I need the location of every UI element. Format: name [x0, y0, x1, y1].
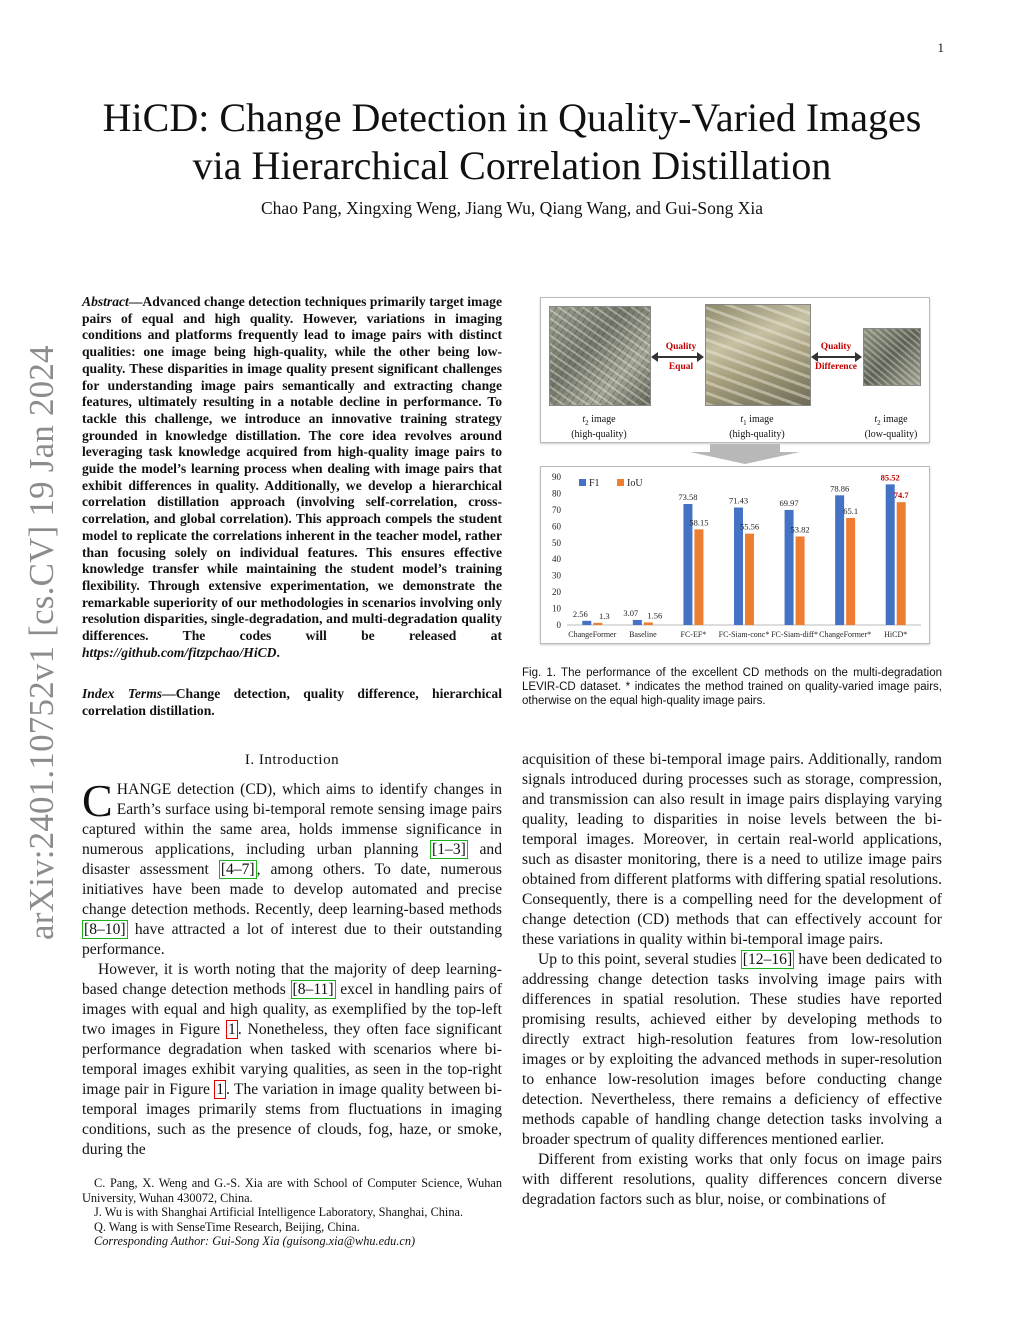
- drop-cap: C: [82, 775, 113, 826]
- bar-iou: [593, 623, 602, 625]
- abstract-body: —Advanced change detection techniques primarily target image pairs of equal and high quality. However, variations in imaging conditions and platforms frequently lead to image pairs with distinct qualities: one image being high-quality, while the other being low-quality. These disparities in image quality present significant challenges for understanding image pairs semantically and extracting change features, ultimately resulting in a notable decline in performance. To tackle this challenge, we introduce an innovative training strategy grounded in knowledge distillation. The core idea revolves around leveraging task knowledge acquired from high-quality image pairs to guide the model’s learning process when dealing with image pairs that exhibit differences in quality. Additionally, we develop a hierarchical correlation distillation approach (involving self-correlation, cross-correlation, and global correlation). This approach compels the student model to replicate the correlations inherent in the teacher model, rather than focusing solely on individual features. This ensures effective knowledge transfer while maintaining the student model’s training flexibility. Through extensive experimentation, we demonstrate the remarkable superiority of our methodologies in scenarios involving only resolution disparities, single-degradation, and multi-degradation quality differences. The codes will be released at: [82, 294, 502, 644]
- y-tick-label: 30: [552, 570, 561, 581]
- cap-subscript: 2: [585, 419, 589, 427]
- intro-text: have attracted a lot of interest due to their outstanding performance.: [82, 921, 502, 958]
- arrow-head-icon: [697, 352, 704, 362]
- cap-text: image: [746, 414, 774, 425]
- code-link[interactable]: https://github.com/fitzpchao/HiCD: [82, 644, 277, 660]
- y-tick-label: 80: [552, 488, 561, 499]
- x-tick-label: ChangeFormer*: [819, 630, 872, 639]
- double-arrow-right: [817, 356, 855, 358]
- figure-reference[interactable]: 1: [216, 1081, 225, 1098]
- satellite-image-t1-high: [705, 304, 811, 406]
- bar-f1: [886, 484, 895, 625]
- footnote-3: Q. Wang is with SenseTime Research, Beijing, China.: [94, 1219, 360, 1234]
- bar-iou: [846, 518, 855, 625]
- data-label-f1: 78.86: [830, 483, 850, 494]
- intro-text: However, it is worth noting that the majority of deep learning-based change detection methods: [82, 961, 502, 998]
- bar-iou: [694, 529, 703, 625]
- footnote-2: J. Wu is with Shanghai Artificial Intelligence Laboratory, Shanghai, China.: [94, 1205, 464, 1220]
- bar-chart: [541, 467, 929, 643]
- paper-title: [60, 94, 964, 190]
- image-caption-t1-high: [707, 414, 807, 441]
- intro-text: excel in handling pairs of images with equal and high quality, as exemplified by the top-left two images in Figure: [82, 981, 503, 1038]
- intro-paragraph-1: [82, 775, 503, 960]
- intro-left-column: [82, 775, 503, 1160]
- footnote-1: C. Pang, X. Weng and G.-S. Xia are with School of Computer Science, Wuhan University, Wuhan 430072, China.: [82, 1176, 502, 1205]
- author-list: Chao Pang, Xingxing Weng, Jiang Wu, Qiang Wang, and Gui-Song Xia: [261, 198, 763, 218]
- data-label-iou: 1.3: [598, 610, 610, 621]
- abstract-end: .: [276, 644, 280, 660]
- data-label-iou: 65.1: [843, 505, 859, 516]
- data-label-f1: 69.97: [779, 497, 799, 508]
- x-tick-label: HiCD*: [884, 630, 908, 639]
- data-label-iou: 55.56: [739, 521, 760, 532]
- intro-text: , among others. To date, numerous initiatives have been made to develop automated and precise change detection methods. Recently, deep learning-based methods: [82, 861, 502, 918]
- satellite-image-t2-low: [863, 328, 921, 386]
- x-tick-label: FC-Siam-conc*: [718, 630, 770, 639]
- data-label-f1: 71.43: [728, 495, 749, 506]
- abstract: [82, 294, 502, 661]
- legend-swatch-f1: [579, 479, 586, 486]
- index-terms-lead: Index Terms: [82, 686, 163, 701]
- intro-text: Up to this point, several studies: [538, 951, 741, 968]
- legend-label-f1: F1: [589, 478, 600, 489]
- bar-iou: [897, 502, 906, 625]
- bar-iou: [644, 622, 653, 625]
- double-arrow-left: [657, 356, 697, 358]
- bar-iou: [745, 534, 754, 625]
- data-label-f1: 2.56: [572, 608, 588, 619]
- citation-12-16[interactable]: [12–16]: [742, 951, 793, 968]
- x-tick-label: Baseline: [629, 630, 657, 639]
- cap-symbol: t: [740, 414, 744, 425]
- title-line-1: HiCD: Change Detection in Quality-Varied Images: [102, 95, 922, 140]
- cap-quality: (high-quality): [571, 429, 627, 440]
- legend-swatch-iou: [617, 479, 624, 486]
- cap-quality: (high-quality): [729, 429, 785, 440]
- satellite-image-t2-high: [549, 306, 651, 406]
- title-line-2: via Hierarchical Correlation Distillation: [192, 143, 832, 188]
- cap-symbol: t: [582, 414, 586, 425]
- quality-equal-label-bottom: Equal: [668, 362, 694, 372]
- footnote-4: Corresponding Author: Gui-Song Xia (guisong.xia@whu.edu.cn): [94, 1234, 416, 1249]
- data-label-f1: 85.52: [880, 472, 900, 483]
- quality-equal-label-top: Quality: [665, 342, 697, 352]
- figure-reference[interactable]: 1: [228, 1021, 236, 1038]
- quality-difference-label-top: Quality: [820, 342, 852, 352]
- footnotes: [82, 1176, 502, 1249]
- intro-paragraph-4: [522, 950, 942, 1150]
- intro-text: . Nonetheless, they often face significant performance degradation when tasked with scenarios where bi-temporal images exhibit varying qualities, as seen in the top-right image pair in Figure: [82, 1021, 502, 1098]
- cap-text: image: [588, 414, 616, 425]
- quality-difference-label-bottom: Difference: [814, 362, 858, 372]
- arxiv-identifier[interactable]: arXiv:2401.10752v1 [cs.CV] 19 Jan 2024: [22, 345, 61, 940]
- cap-subscript: 2: [877, 419, 881, 427]
- y-tick-label: 20: [552, 587, 561, 598]
- cap-quality: (low-quality): [864, 429, 918, 440]
- citation-8-10[interactable]: [8–10]: [84, 921, 126, 938]
- data-label-iou: 74.7: [893, 490, 909, 501]
- legend-label-iou: IoU: [627, 478, 643, 489]
- bar-f1: [582, 621, 591, 625]
- bar-f1: [633, 620, 642, 625]
- figure-caption: Fig. 1. The performance of the excellent CD methods on the multi-degradation LEVIR-CD dataset. * indicates the method trained on quality-varied image pairs, otherwise on the equal high-quality image pairs.: [522, 667, 942, 707]
- intro-text: and disaster assessment: [82, 841, 503, 878]
- x-tick-label: FC-Siam-diff*: [771, 630, 819, 639]
- cap-symbol: t: [874, 414, 878, 425]
- cap-text: image: [880, 414, 908, 425]
- y-tick-label: 0: [556, 620, 561, 630]
- arrow-head-icon: [811, 352, 818, 362]
- index-terms-body: —Change detection, quality difference, hierarchical correlation distillation.: [82, 686, 502, 718]
- intro-paragraph-5: Different from existing works that only focus on image pairs with different resolutions, quality differences concern diverse degradation factors such as blur, noise, or combinations of: [522, 1151, 942, 1208]
- data-label-iou: 1.56: [647, 610, 663, 621]
- y-tick-label: 50: [552, 537, 561, 548]
- page-number: 1: [937, 40, 944, 55]
- intro-paragraph-3: acquisition of these bi-temporal image pairs. Additionally, random signals introduced during processes such as storage, compression, and transmission can also result in image pairs displaying varying quality, leading to disparities in noise levels between the bi-temporal images. Moreover, in certain real-world applications, such as disaster monitoring, there is a need to utilize image pairs obtained from different platforms with differing spatial resolutions. Consequently, there is a compelling need for the development of change detection (CD) methods that can effectively account for these variations in quality within bi-temporal image pairs.: [522, 751, 942, 948]
- y-tick-label: 90: [552, 472, 561, 482]
- cap-subscript: 1: [743, 419, 747, 427]
- intro-paragraph-2: [82, 960, 502, 1160]
- abstract-lead: Abstract: [82, 294, 129, 309]
- image-caption-t2-low: [849, 414, 933, 441]
- down-arrow-icon: [690, 444, 800, 464]
- bar-chart-panel: [540, 466, 930, 644]
- section-heading-introduction: I. Introduction: [244, 752, 340, 768]
- intro-text: have been dedicated to addressing change detection tasks involving image pairs with differences in spatial resolution. These studies have reported promising results, achieved either by developing methods to directly extract high-resolution features from low-resolution images or by exploiting the advanced methods in super-resolution to enhance low-resolution images before conducting change detection. Nevertheless, there remains a deficiency of effective methods capable of handling change detection tasks involving a broader spectrum of quality differences mentioned earlier.: [522, 951, 942, 1148]
- citation-1-3[interactable]: [1–3]: [432, 841, 466, 858]
- data-label-iou: 58.15: [689, 517, 709, 528]
- y-tick-label: 10: [552, 603, 561, 614]
- y-tick-label: 70: [552, 504, 561, 515]
- intro-text: HANGE detection (CD), which aims to identify changes in Earth’s surface using bi-temporal remote sensing image pairs captured within the same area, holds immense significance in numerous applications, including urban planning: [82, 781, 502, 858]
- y-tick-label: 60: [552, 521, 561, 532]
- figure-image-panel: [540, 297, 930, 443]
- bar-iou: [796, 536, 805, 625]
- data-label-f1: 73.58: [678, 492, 698, 503]
- intro-text: . The variation in image quality between bi-temporal images primarily stems from fluctuations in imaging conditions, such as the presence of clouds, fog, haze, or smoke, during the: [82, 1081, 502, 1158]
- arrow-head-icon: [651, 352, 658, 362]
- intro-right-column: [522, 750, 942, 1210]
- y-tick-label: 40: [552, 554, 561, 565]
- x-tick-label: ChangeFormer: [568, 630, 617, 639]
- data-label-f1: 3.07: [623, 607, 639, 618]
- x-tick-label: FC-EF*: [680, 630, 707, 639]
- data-label-iou: 53.82: [790, 524, 810, 535]
- citation-4-7[interactable]: [4–7]: [220, 861, 255, 878]
- image-caption-t2-high: [549, 414, 649, 441]
- arrow-head-icon: [855, 352, 862, 362]
- index-terms: [82, 686, 502, 719]
- citation-8-11[interactable]: [8–11]: [292, 981, 334, 998]
